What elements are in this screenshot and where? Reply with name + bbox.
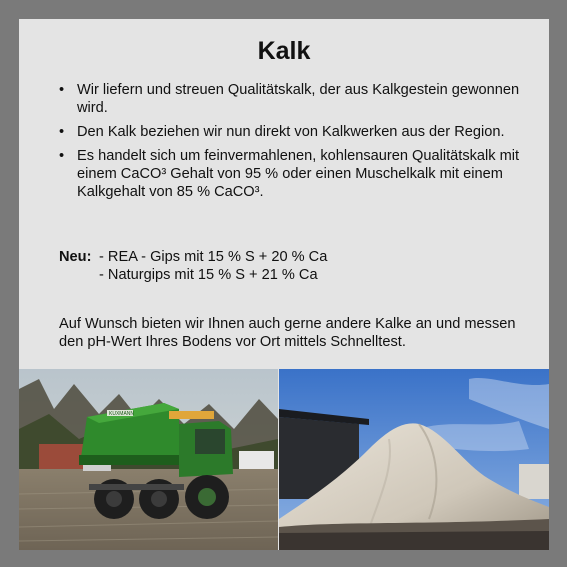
list-item-text: Es handelt sich um feinvermahlenen, kohlensauren Qualitätskalk mit einem CaCO³ Gehalt von 95 % oder einen Muschelkalk mit einem Kalkgehalt von 85 % CaCO³. <box>77 148 520 200</box>
list-item <box>59 123 529 141</box>
bullet-marker: • <box>59 148 65 164</box>
new-products-section <box>59 248 529 284</box>
tractor-photo <box>19 369 278 550</box>
content-card <box>19 19 549 550</box>
new-label: Neu: <box>59 249 92 265</box>
lime-pile-photo <box>279 369 549 550</box>
page-title: Kalk <box>257 37 311 65</box>
new-item: - REA - Gips mit 15 % S + 20 % Ca <box>99 249 328 265</box>
bullet-marker: • <box>59 82 65 98</box>
list-item-text: Den Kalk beziehen wir nun direkt von Kalkwerken aus der Region. <box>77 124 505 140</box>
list-item <box>59 81 529 117</box>
new-item: - Naturgips mit 15 % S + 21 % Ca <box>99 267 318 283</box>
offer-text: Auf Wunsch bieten wir Ihnen auch gerne andere Kalke an und messen den pH-Wert Ihres Bodens vor Ort mittels Schnelltest. <box>59 316 516 350</box>
bullet-list <box>59 81 529 207</box>
brand-logo: KUXMANN <box>109 411 135 417</box>
list-item-text: Wir liefern und streuen Qualitätskalk, der aus Kalkgestein gewonnen wird. <box>77 82 520 116</box>
bullet-marker: • <box>59 124 65 140</box>
list-item <box>59 147 529 201</box>
